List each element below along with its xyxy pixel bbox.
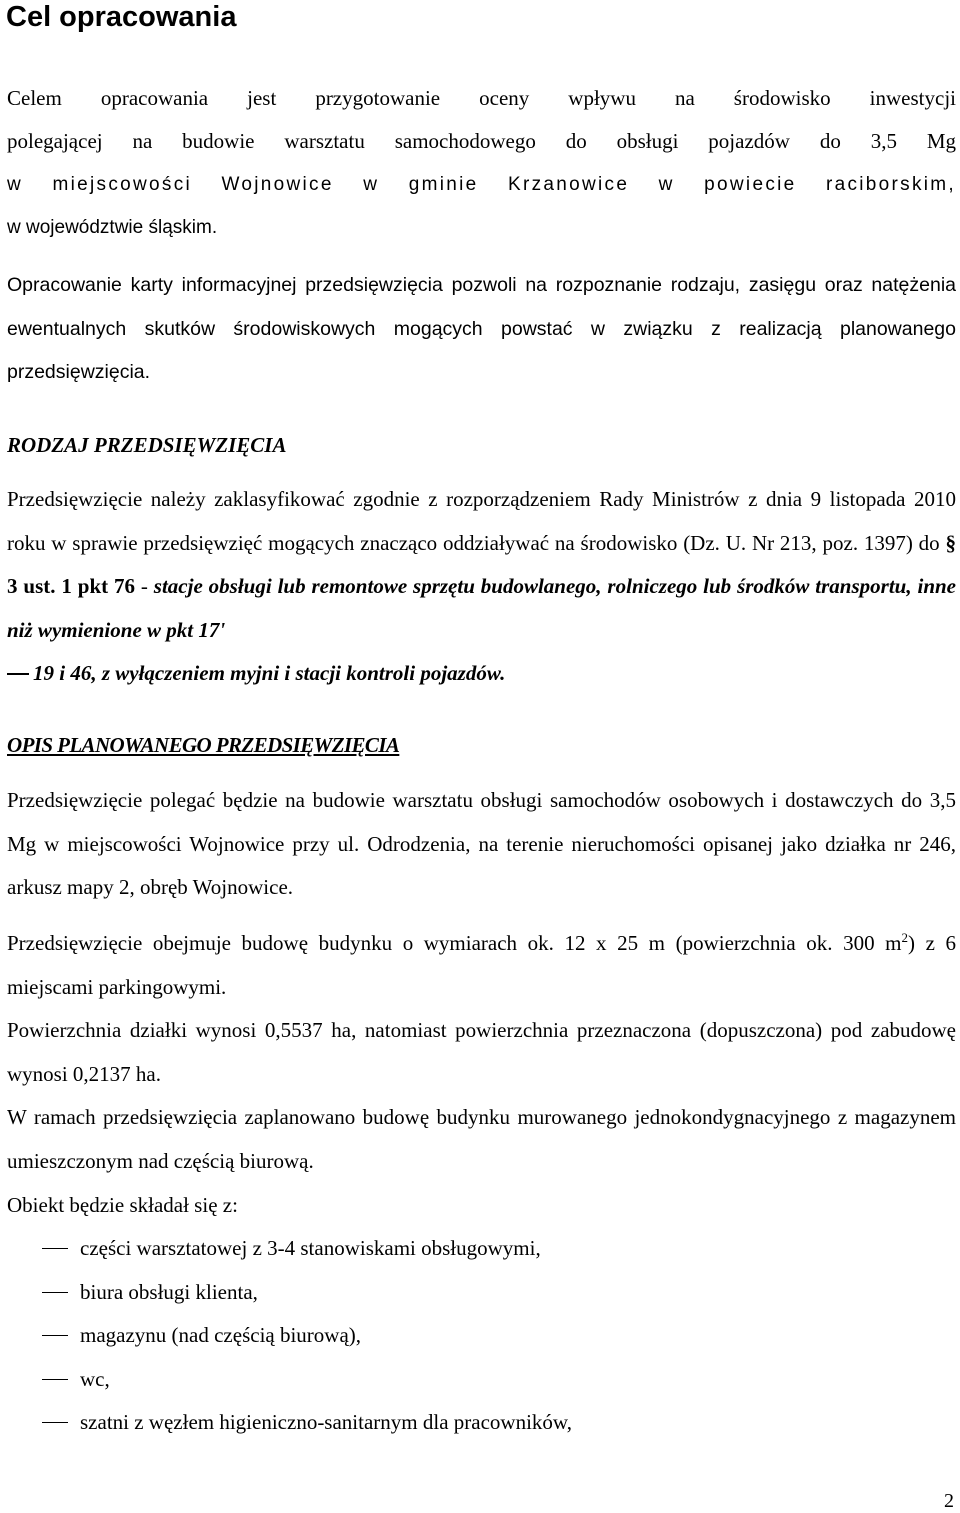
dash-bullet xyxy=(42,1422,68,1423)
dash-rule xyxy=(7,673,29,675)
classification-text: Przedsięwzięcie należy zaklasyfikować zgodnie z rozporządzeniem Rady Ministrów z dnia 9 listopada 2010 roku w sprawie przedsięwzięć mogących znacząco oddziaływać na środowisko (Dz. U. Nr 213, poz. 1397) do xyxy=(7,487,956,555)
list-item xyxy=(0,1358,572,1402)
list-item-text: szatni z węzłem higieniczno-sanitarnym dla pracowników, xyxy=(80,1410,572,1434)
building-paragraph xyxy=(7,922,956,1009)
legal-reference: § 3 ust. 1 pkt 76 xyxy=(7,530,956,598)
list-item-text: wc, xyxy=(80,1366,110,1391)
list-item xyxy=(0,1401,572,1445)
superscript: 2 xyxy=(901,930,909,945)
intro-line: polegającej na budowie warsztatu samochodowego do obsługi pojazdów do 3,5 Mg xyxy=(7,129,956,153)
scope-paragraph: Opracowanie karty informacyjnej przedsięwzięcia pozwoli na rozpoznanie rodzaju, zasięgu oraz natężenia ewentualnych skutków środowiskowych mogących powstać w związku z realizacją planowanego przedsięwzięcia. xyxy=(7,274,956,383)
section-heading-type: RODZAJ PRZEDSIĘWZIĘCIA xyxy=(7,433,287,457)
building-text-end: ) z 6 miejscami parkingowymi. xyxy=(7,931,956,999)
page-title: Cel opracowania xyxy=(6,1,237,33)
list-item-text: biura obsługi klienta, xyxy=(80,1279,258,1304)
category-description: stacje obsługi lub remontowe sprzętu budowlanego, rolniczego lub środków transportu, inne niż wymienione w pkt 17' xyxy=(7,574,956,642)
list-item xyxy=(0,1314,572,1358)
dash-bullet xyxy=(42,1379,68,1380)
classification-paragraph xyxy=(7,478,956,696)
section-heading-description: OPIS PLANOWANEGO PRZEDSIĘWZIĘCIA xyxy=(7,733,400,757)
description-paragraph: Przedsięwzięcie polegać będzie na budowie warsztatu obsługi samochodów osobowych i dostawczych do 3,5 Mg w miejscowości Wojnowice przy ul. Odrodzenia, na terenie nieruchomości opisanej jako działka nr 246, arkusz mapy 2, obręb Wojnowice. xyxy=(7,788,956,899)
dash-bullet xyxy=(42,1292,68,1293)
list-item xyxy=(0,1271,572,1315)
list-item xyxy=(0,1227,572,1271)
list-item-text: części warsztatowej z 3-4 stanowiskami obsługowymi, xyxy=(80,1236,541,1260)
intro-line: Celem opracowania jest przygotowanie oceny wpływu na środowisko inwestycji xyxy=(7,86,956,110)
dash-bullet xyxy=(42,1335,68,1336)
components-intro: Obiekt będzie składał się z: xyxy=(7,1193,238,1217)
intro-line: w województwie śląskim. xyxy=(7,217,218,238)
building-text: Przedsięwzięcie obejmuje budowę budynku o wymiarach ok. 12 x 25 m (powierzchnia ok. 300 m xyxy=(7,931,902,955)
list-item-text: magazynu (nad częścią biurową), xyxy=(80,1323,362,1347)
page-number: 2 xyxy=(944,1490,954,1512)
dash-bullet xyxy=(42,1248,68,1249)
components-list xyxy=(0,1227,572,1445)
area-paragraph: Powierzchnia działki wynosi 0,5537 ha, natomiast powierzchnia przeznaczona (dopuszczona) pod zabudowę wynosi 0,2137 ha. xyxy=(7,1018,956,1086)
scope-building-paragraph: W ramach przedsięwzięcia zaplanowano budowę budynku murowanego jednokondygnacyjnego z magazynem umieszczonym nad częścią biurową. xyxy=(7,1105,956,1173)
intro-line: w miejscowości Wojnowice w gminie Krzanowice w powiecie raciborskim, xyxy=(7,174,956,195)
separator: - xyxy=(135,574,154,598)
category-description-cont: 19 i 46, z wyłączeniem myjni i stacji kontroli pojazdów. xyxy=(33,661,506,685)
